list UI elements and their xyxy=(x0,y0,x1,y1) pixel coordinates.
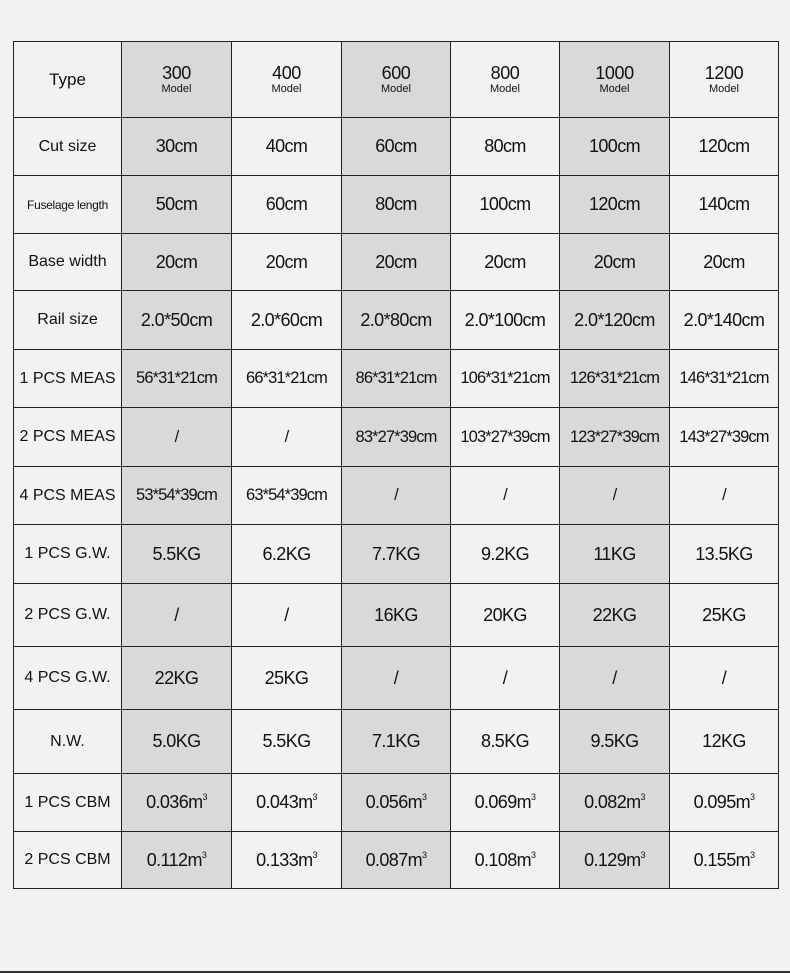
value-cell: 20cm xyxy=(232,234,342,291)
value-cell: 9.2KG xyxy=(451,525,560,584)
row-label: Base width xyxy=(14,234,122,291)
cbm-unit: m xyxy=(626,792,641,812)
value-cell: 2.0*50cm xyxy=(122,291,232,350)
value-cell: 16KG xyxy=(342,584,451,647)
value-cell: 20KG xyxy=(451,584,560,647)
model-header-cell xyxy=(342,42,451,118)
table-row xyxy=(14,525,779,584)
cbm-unit: m xyxy=(407,792,423,812)
value-cell: 143*27*39cm xyxy=(670,408,779,467)
value-cell: 146*31*21cm xyxy=(670,350,779,408)
value-cell xyxy=(670,774,779,832)
cbm-exponent: 3 xyxy=(531,792,536,802)
cbm-value: 0.133 xyxy=(256,849,299,870)
value-cell: 53*54*39cm xyxy=(122,467,232,525)
value-cell: 106*31*21cm xyxy=(451,350,560,408)
model-number: 1200 xyxy=(704,63,744,83)
cbm-exponent: 3 xyxy=(750,849,755,860)
row-label: 1 PCS G.W. xyxy=(14,525,122,584)
value-cell: 11KG xyxy=(560,525,670,584)
value-cell: / xyxy=(122,584,232,647)
value-cell: 20cm xyxy=(342,234,451,291)
row-label: 4 PCS G.W. xyxy=(14,647,122,710)
value-cell: 20cm xyxy=(670,234,779,291)
cbm-exponent: 3 xyxy=(312,849,317,860)
header-row xyxy=(14,42,779,118)
value-cell: 2.0*100cm xyxy=(451,291,560,350)
value-cell: / xyxy=(670,467,779,525)
cbm-unit: m xyxy=(626,849,641,870)
type-header-cell xyxy=(14,42,122,118)
value-cell: 120cm xyxy=(670,118,779,176)
row-label: Rail size xyxy=(14,291,122,350)
value-cell: / xyxy=(560,467,670,525)
value-cell: / xyxy=(342,647,451,710)
value-cell xyxy=(560,832,670,889)
row-label: 1 PCS MEAS xyxy=(14,350,122,408)
row-label: 4 PCS MEAS xyxy=(14,467,122,525)
value-cell: 2.0*80cm xyxy=(342,291,451,350)
value-cell: 25KG xyxy=(670,584,779,647)
model-header-cell xyxy=(232,42,342,118)
value-cell: 80cm xyxy=(342,176,451,234)
value-cell: 9.5KG xyxy=(560,710,670,774)
table-row xyxy=(14,176,779,234)
cbm-exponent: 3 xyxy=(640,849,645,860)
cbm-value: 0.108 xyxy=(474,849,517,870)
cbm-value: 0.129 xyxy=(584,849,627,870)
value-cell: 22KG xyxy=(560,584,670,647)
table-row xyxy=(14,467,779,525)
row-label: 2 PCS MEAS xyxy=(14,408,122,467)
value-cell: 40cm xyxy=(232,118,342,176)
value-cell: 2.0*140cm xyxy=(670,291,779,350)
model-word: Model xyxy=(161,83,192,95)
cbm-exponent: 3 xyxy=(422,792,427,802)
model-word: Model xyxy=(709,83,739,95)
table-row xyxy=(14,710,779,774)
value-cell: / xyxy=(451,647,560,710)
table-row xyxy=(14,291,779,350)
cbm-value: 0.043 xyxy=(256,792,299,812)
cbm-unit: m xyxy=(298,849,313,870)
row-label: Cut size xyxy=(14,118,122,176)
value-cell: 56*31*21cm xyxy=(122,350,232,408)
cbm-exponent: 3 xyxy=(750,792,755,802)
spec-table xyxy=(13,41,779,889)
model-header-cell xyxy=(670,42,779,118)
value-cell: 30cm xyxy=(122,118,232,176)
value-cell: 60cm xyxy=(232,176,342,234)
value-cell: 83*27*39cm xyxy=(342,408,451,467)
cbm-value: 0.155 xyxy=(693,849,736,870)
value-cell: 103*27*39cm xyxy=(451,408,560,467)
value-cell: 6.2KG xyxy=(232,525,342,584)
value-cell xyxy=(122,774,232,832)
value-cell: 126*31*21cm xyxy=(560,350,670,408)
cbm-unit: m xyxy=(516,849,532,870)
value-cell xyxy=(122,832,232,889)
cbm-unit: m xyxy=(188,792,203,812)
row-label: 2 PCS G.W. xyxy=(14,584,122,647)
value-cell: 60cm xyxy=(342,118,451,176)
cbm-value: 0.095 xyxy=(693,792,736,812)
value-cell xyxy=(232,832,342,889)
cbm-value: 0.056 xyxy=(365,792,408,812)
model-header-cell xyxy=(560,42,670,118)
cbm-unit: m xyxy=(516,792,532,812)
value-cell: / xyxy=(232,584,342,647)
model-number: 400 xyxy=(272,63,301,83)
cbm-unit: m xyxy=(407,849,423,870)
table-row xyxy=(14,350,779,408)
value-cell: 80cm xyxy=(451,118,560,176)
table-row xyxy=(14,774,779,832)
value-cell: 7.1KG xyxy=(342,710,451,774)
value-cell: / xyxy=(560,647,670,710)
value-cell: 13.5KG xyxy=(670,525,779,584)
value-cell: 123*27*39cm xyxy=(560,408,670,467)
value-cell: 22KG xyxy=(122,647,232,710)
cbm-value: 0.087 xyxy=(365,849,408,870)
cbm-value: 0.036 xyxy=(146,792,189,812)
cbm-exponent: 3 xyxy=(201,849,207,860)
value-cell xyxy=(451,832,560,889)
row-label: N.W. xyxy=(14,710,122,774)
value-cell: 66*31*21cm xyxy=(232,350,342,408)
value-cell: 20cm xyxy=(122,234,232,291)
value-cell xyxy=(342,774,451,832)
model-word: Model xyxy=(490,83,520,95)
row-label: Fuselage length xyxy=(14,176,122,234)
row-label: 1 PCS CBM xyxy=(14,774,122,832)
value-cell: / xyxy=(342,467,451,525)
spec-table-body xyxy=(14,42,779,889)
value-cell: 5.5KG xyxy=(232,710,342,774)
cbm-exponent: 3 xyxy=(312,792,317,802)
value-cell: 100cm xyxy=(451,176,560,234)
cbm-exponent: 3 xyxy=(531,849,536,860)
cbm-unit: m xyxy=(298,792,313,812)
value-cell: 120cm xyxy=(560,176,670,234)
value-cell: / xyxy=(122,408,232,467)
value-cell xyxy=(560,774,670,832)
value-cell: 5.0KG xyxy=(122,710,232,774)
table-row xyxy=(14,408,779,467)
model-header-cell xyxy=(451,42,560,118)
model-header-cell xyxy=(122,42,232,118)
cbm-value: 0.082 xyxy=(584,792,627,812)
value-cell: 12KG xyxy=(670,710,779,774)
value-cell: 2.0*60cm xyxy=(232,291,342,350)
value-cell: 7.7KG xyxy=(342,525,451,584)
model-number: 300 xyxy=(162,63,191,83)
value-cell: 63*54*39cm xyxy=(232,467,342,525)
value-cell xyxy=(232,774,342,832)
value-cell xyxy=(342,832,451,889)
value-cell: 2.0*120cm xyxy=(560,291,670,350)
table-row xyxy=(14,234,779,291)
table-row xyxy=(14,584,779,647)
cbm-unit: m xyxy=(187,849,202,870)
cbm-unit: m xyxy=(735,849,751,870)
table-row xyxy=(14,118,779,176)
type-label: Type xyxy=(49,69,86,89)
value-cell: 86*31*21cm xyxy=(342,350,451,408)
value-cell: 5.5KG xyxy=(122,525,232,584)
model-word: Model xyxy=(271,83,302,95)
value-cell: 140cm xyxy=(670,176,779,234)
model-word: Model xyxy=(381,83,411,95)
model-number: 800 xyxy=(490,63,520,83)
row-label: 2 PCS CBM xyxy=(14,832,122,889)
value-cell: 8.5KG xyxy=(451,710,560,774)
cbm-unit: m xyxy=(735,792,751,812)
value-cell: / xyxy=(232,408,342,467)
value-cell xyxy=(451,774,560,832)
value-cell: 25KG xyxy=(232,647,342,710)
cbm-exponent: 3 xyxy=(422,849,427,860)
value-cell: 20cm xyxy=(560,234,670,291)
value-cell: 20cm xyxy=(451,234,560,291)
model-number: 1000 xyxy=(595,63,634,83)
value-cell xyxy=(670,832,779,889)
cbm-exponent: 3 xyxy=(202,792,207,802)
model-word: Model xyxy=(599,83,630,95)
cbm-value: 0.069 xyxy=(474,792,517,812)
table-row xyxy=(14,832,779,889)
value-cell: 50cm xyxy=(122,176,232,234)
model-number: 600 xyxy=(381,63,411,83)
value-cell: / xyxy=(670,647,779,710)
cbm-value: 0.112 xyxy=(146,849,188,870)
value-cell: / xyxy=(451,467,560,525)
cbm-exponent: 3 xyxy=(640,792,645,802)
table-row xyxy=(14,647,779,710)
value-cell: 100cm xyxy=(560,118,670,176)
